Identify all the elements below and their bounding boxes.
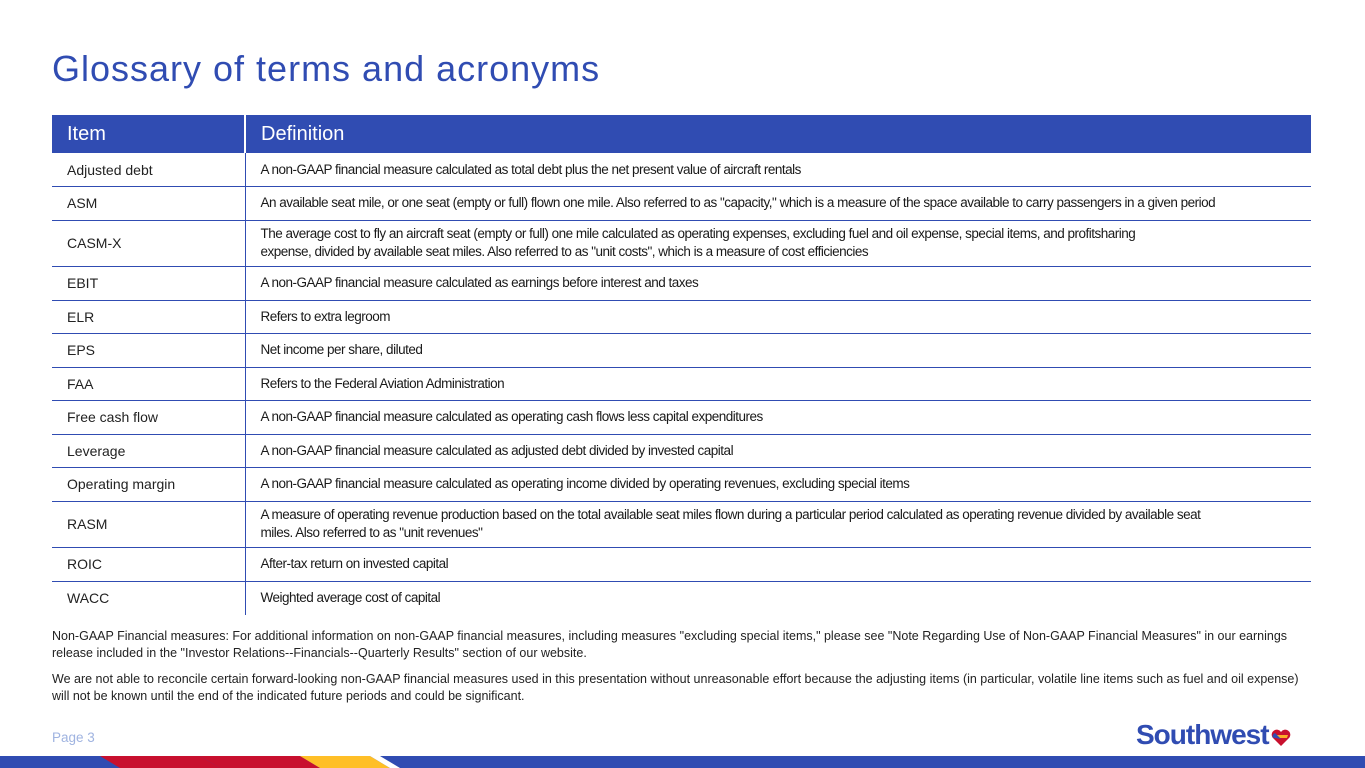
table-row (52, 434, 1311, 468)
table-row (52, 300, 1311, 334)
definition-cell: Refers to extra legroom (245, 300, 1311, 334)
definition-cell: A non-GAAP financial measure calculated as adjusted debt divided by invested capital (245, 434, 1311, 468)
term-cell: EBIT (52, 267, 245, 301)
non-gaap-note: Non-GAAP Financial measures: For additional information on non-GAAP financial measures, including measures "excluding special items," please see "Note Regarding Use of Non-GAAP Financial Measures" in our earnings release included in the "Investor Relations--Financials--Quarterly Results" section of our website. (52, 629, 1288, 660)
term-cell: EPS (52, 334, 245, 368)
term-cell: FAA (52, 367, 245, 401)
table-row (52, 267, 1311, 301)
glossary-table (52, 115, 1311, 615)
term-cell: Leverage (52, 434, 245, 468)
definition-line: expense, divided by available seat miles. Also referred to as "unit costs", which is a measure of cost efficiencies (260, 244, 869, 260)
term-cell: RASM (52, 501, 245, 548)
term-cell: ASM (52, 187, 245, 221)
logo-text: Southwest (1136, 719, 1269, 750)
term-cell: Free cash flow (52, 401, 245, 435)
definition-cell: A non-GAAP financial measure calculated as operating cash flows less capital expenditures (245, 401, 1311, 435)
heart-icon (1271, 722, 1291, 754)
definition-cell: A non-GAAP financial measure calculated as total debt plus the net present value of aircraft rentals (245, 153, 1311, 187)
definition-cell (245, 501, 1311, 548)
table-header-row (52, 115, 1311, 153)
definition-cell: After-tax return on invested capital (245, 548, 1311, 582)
table-row (52, 468, 1311, 502)
definition-cell: Refers to the Federal Aviation Administration (245, 367, 1311, 401)
table-row (52, 367, 1311, 401)
definition-cell: Net income per share, diluted (245, 334, 1311, 368)
page-number: Page 3 (52, 730, 95, 745)
term-cell: ELR (52, 300, 245, 334)
definition-line: The average cost to fly an aircraft seat (empty or full) one mile calculated as operating expenses, excluding fuel and oil expense, special items, and profitsharing (260, 226, 1136, 242)
term-cell: CASM-X (52, 220, 245, 267)
definition-cell: A non-GAAP financial measure calculated as earnings before interest and taxes (245, 267, 1311, 301)
reconcile-note: We are not able to reconcile certain forward-looking non-GAAP financial measures used in this presentation without unreasonable effort because the adjusting items (in particular, volatile line items such as fuel and oil expense) will not be known until the end of the indicated future periods and could be significant. (52, 672, 1299, 703)
definition-cell: An available seat mile, or one seat (empty or full) flown one mile. Also referred to as "capacity," which is a measure of the space available to carry passengers in a given period (245, 187, 1311, 221)
table-row (52, 187, 1311, 221)
southwest-logo (1136, 716, 1291, 754)
definition-cell (245, 220, 1311, 267)
term-cell: Adjusted debt (52, 153, 245, 187)
definition-line: A measure of operating revenue production based on the total available seat miles flown during a particular period calculated as operating revenue divided by available seat (260, 507, 1201, 523)
header-item: Item (52, 115, 245, 153)
table-row (52, 220, 1311, 267)
table-row (52, 334, 1311, 368)
table-row (52, 548, 1311, 582)
definition-line: miles. Also referred to as "unit revenues" (260, 525, 483, 541)
term-cell: Operating margin (52, 468, 245, 502)
table-row (52, 153, 1311, 187)
page-title: Glossary of terms and acronyms (52, 48, 601, 89)
footer-color-band (0, 756, 1365, 768)
table-row (52, 501, 1311, 548)
definition-cell: Weighted average cost of capital (245, 581, 1311, 615)
definition-cell: A non-GAAP financial measure calculated as operating income divided by operating revenues, excluding special items (245, 468, 1311, 502)
header-definition: Definition (245, 115, 1311, 153)
table-row (52, 581, 1311, 615)
table-row (52, 401, 1311, 435)
term-cell: WACC (67, 590, 110, 606)
term-cell: ROIC (52, 548, 245, 582)
